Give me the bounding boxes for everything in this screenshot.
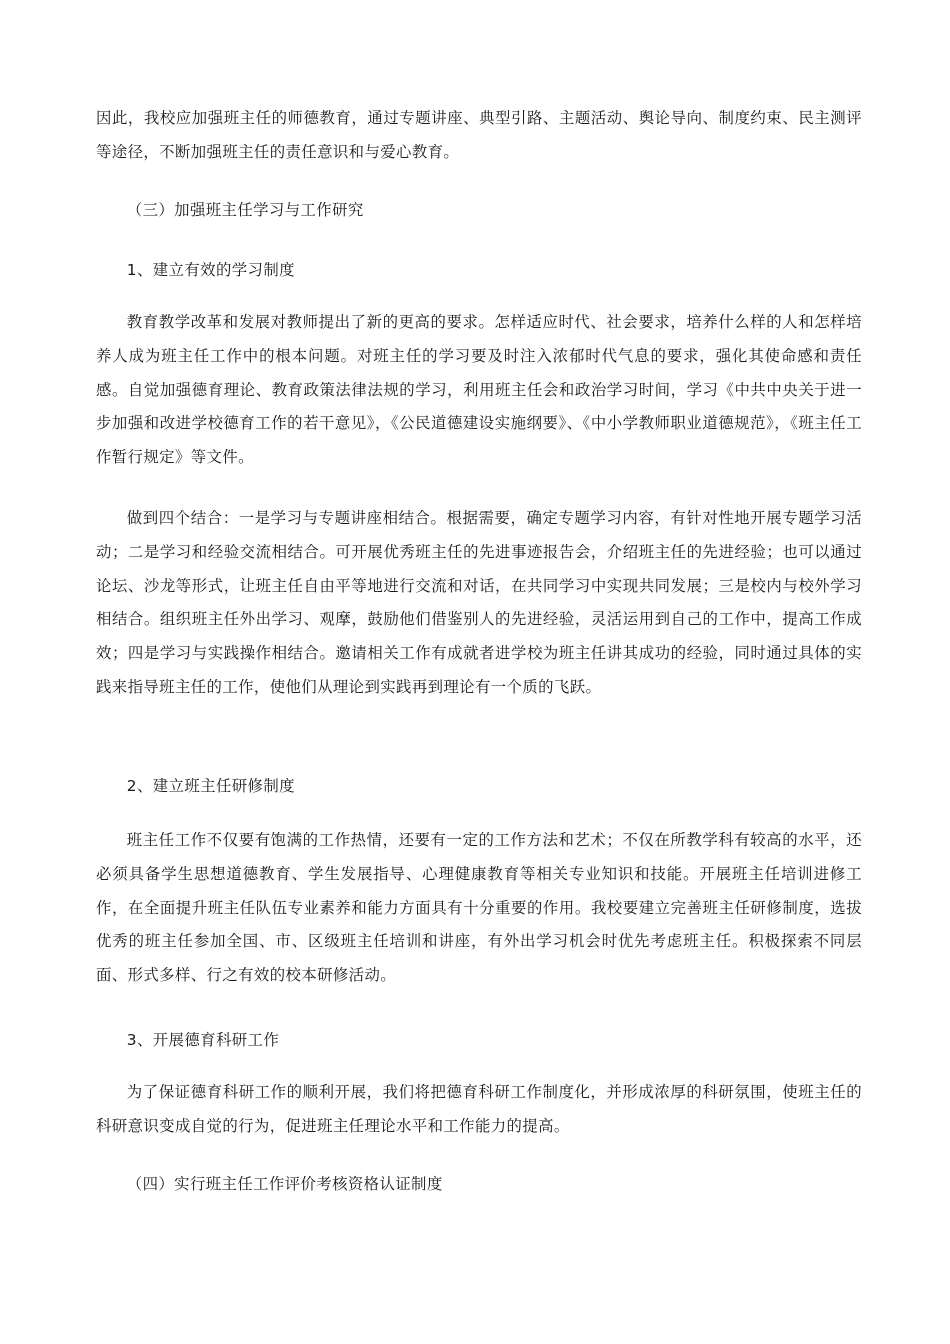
subsection-heading-1: 1、建立有效的学习制度 [126, 261, 295, 279]
paragraph-study-requirements: 教育教学改革和发展对教师提出了新的更高的要求。怎样适应时代、社会要求，培养什么样的人和怎样培养人成为班主任工作中的根本问题。对班主任的学习要及时注入浓郁时代气息的要求，强化其使命感和责任感。自觉加强德育理论、教育政策法律法规的学习，利用班主任会和政治学习时间，学习《中共中央关于进一步加强和改进学校德育工作的若干意见》，《公民道德建设实施纲要》、《中小学教师职业道德规范》，《班主任工作暂行规定》等文件。 [96, 313, 862, 467]
subsection-heading-2: 2、建立班主任研修制度 [126, 777, 295, 795]
paragraph-four-combinations: 做到四个结合：一是学习与专题讲座相结合。根据需要，确定专题学习内容，有针对性地开展专题学习活动；二是学习和经验交流相结合。可开展优秀班主任的先进事迹报告会，介绍班主任的先进经验；也可以通过论坛、沙龙等形式，让班主任自由平等地进行交流和对话，在共同学习中实现共同发展；三是校内与校外学习相结合。组织班主任外出学习、观摩，鼓励他们借鉴别人的先进经验，灵活运用到自己的工作中，提高工作成效；四是学习与实践操作相结合。邀请相关工作有成就者进学校为班主任讲其成功的经验，同时通过具体的实践来指导班主任的工作，使他们从理论到实践再到理论有一个质的飞跃。 [96, 509, 862, 696]
subsection-heading-3: 3、开展德育科研工作 [126, 1031, 280, 1049]
paragraph-intro: 因此，我校应加强班主任的师德教育，通过专题讲座、典型引路、主题活动、舆论导向、制度约束、民主测评等途径，不断加强班主任的责任意识和与爱心教育。 [96, 109, 862, 161]
paragraph-research-work: 为了保证德育科研工作的顺利开展，我们将把德育科研工作制度化，并形成浓厚的科研氛围，使班主任的科研意识变成自觉的行为，促进班主任理论水平和工作能力的提高。 [96, 1083, 862, 1135]
paragraph-training-system: 班主任工作不仅要有饱满的工作热情，还要有一定的工作方法和艺术；不仅在所教学科有较高的水平，还必须具备学生思想道德教育、学生发展指导、心理健康教育等相关专业知识和技能。开展班主任培训进修工作，在全面提升班主任队伍专业素养和能力方面具有十分重要的作用。我校要建立完善班主任研修制度，选拔优秀的班主任参加全国、市、区级班主任培训和讲座，有外出学习机会时优先考虑班主任。积极探索不同层面、形式多样、行之有效的校本研修活动。 [96, 831, 862, 985]
section-heading-4: （四）实行班主任工作评价考核资格认证制度 [126, 1175, 443, 1193]
section-heading-3: （三）加强班主任学习与工作研究 [126, 201, 364, 219]
